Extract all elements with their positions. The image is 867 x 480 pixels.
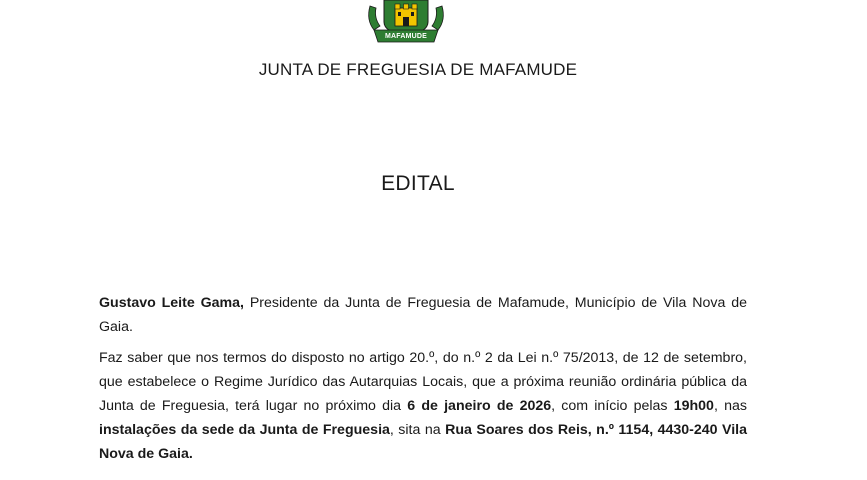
notice-text-1: Faz saber que nos termos do disposto no artigo 20.º, do n.º 2 da Lei n.º 75/2013, de 12 de setembro, que estabelece o Regime Jurídico das Autarquias Locais, que a próxima reunião ordinária pública da Junta de Freguesia, terá lugar no próximo dia (99, 350, 747, 414)
meeting-address: Rua Soares dos Reis, n.º 1154, 4430-240 Vila Nova de Gaia. (99, 422, 747, 462)
notice-text-2: , com início pelas (551, 398, 674, 414)
notice-text-4: , sita na (389, 422, 446, 438)
meeting-date: 6 de janeiro de 2026 (407, 398, 552, 414)
notice-paragraph (99, 346, 747, 466)
document-title: EDITAL (381, 172, 455, 195)
meeting-venue: instalações da sede da Junta de Freguesia (99, 422, 390, 438)
intro-paragraph (99, 291, 747, 339)
president-role: Presidente da Junta de Freguesia de Mafamude, Município de Vila Nova de Gaia. (99, 295, 747, 335)
president-name: Gustavo Leite Gama, (99, 295, 244, 311)
organization-title: JUNTA DE FREGUESIA DE MAFAMUDE (258, 60, 578, 79)
meeting-time: 19h00 (673, 398, 714, 414)
crest-label: MAFAMUDE (384, 33, 428, 40)
notice-text-3: , nas (713, 398, 747, 414)
